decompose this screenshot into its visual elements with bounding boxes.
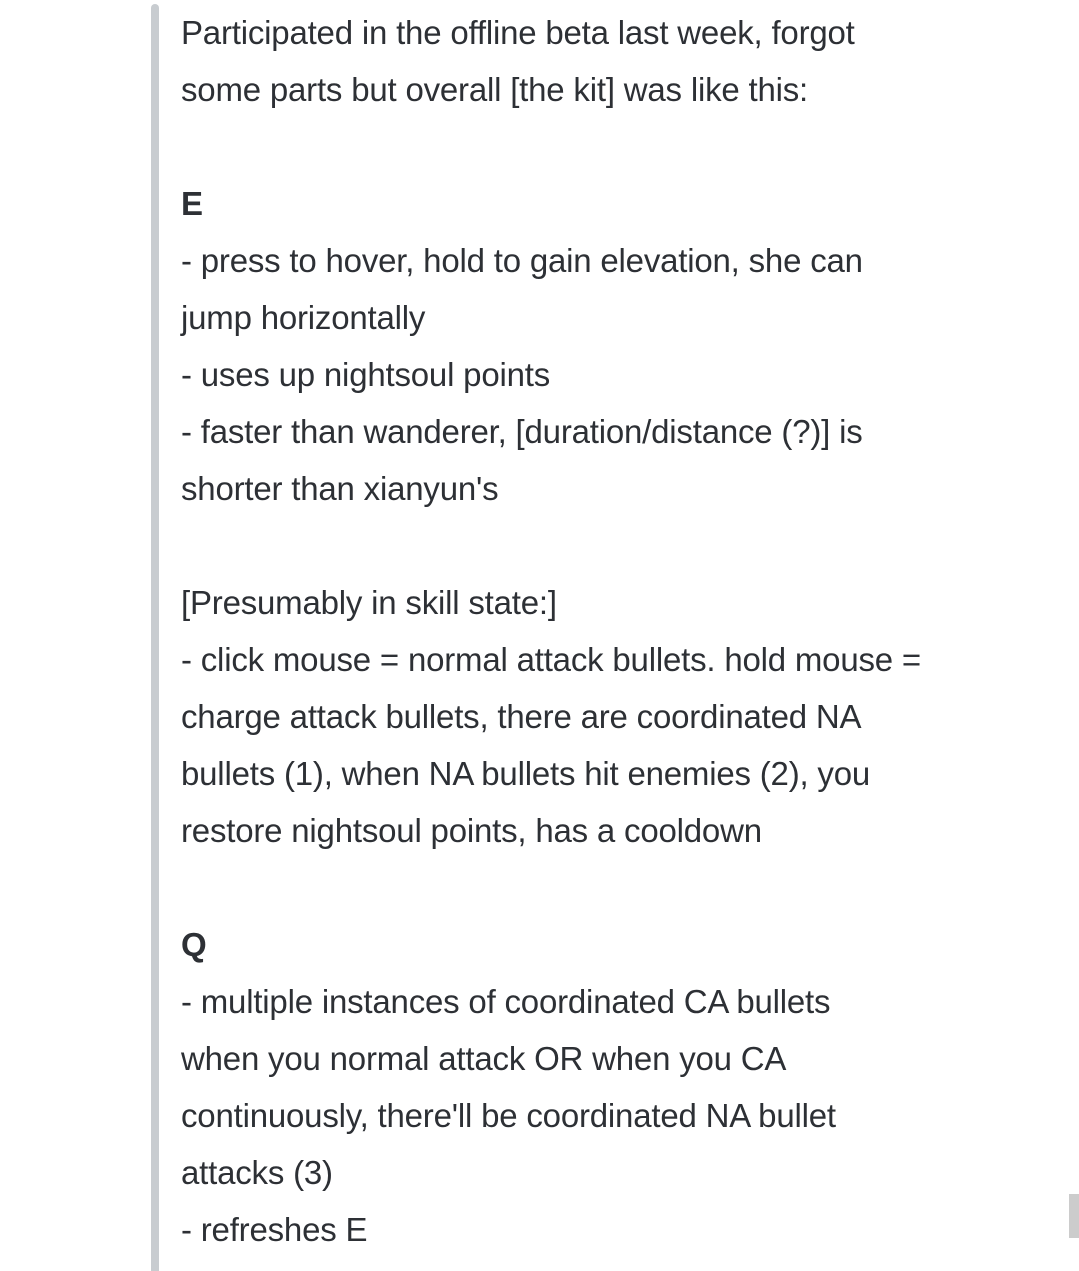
post-content: [181, 4, 1061, 1258]
list-line: shorter than xianyun's: [181, 470, 499, 507]
list-line: bullets (1), when NA bullets hit enemies (2), you: [181, 755, 871, 792]
list-line: jump horizontally: [181, 299, 426, 336]
list-line: - press to hover, hold to gain elevation, she can: [181, 242, 863, 279]
list-line: attacks (3): [181, 1154, 333, 1191]
blockquote-bar: [151, 4, 159, 1271]
list-line: - refreshes E: [181, 1211, 368, 1248]
intro-line: some parts but overall [the kit] was like this:: [181, 71, 809, 108]
list-line: - uses up nightsoul points: [181, 356, 551, 393]
list-line: - faster than wanderer, [duration/distance (?)] is: [181, 413, 863, 450]
skill-state-line: [Presumably in skill state:]: [181, 584, 557, 621]
scrollbar-thumb[interactable]: [1069, 1194, 1079, 1238]
section-heading-e: E: [181, 185, 203, 222]
list-line: charge attack bullets, there are coordinated NA: [181, 698, 862, 735]
section-heading-q: Q: [181, 926, 207, 963]
list-line: - click mouse = normal attack bullets. hold mouse =: [181, 641, 921, 678]
list-line: - multiple instances of coordinated CA bullets: [181, 983, 831, 1020]
list-line: when you normal attack OR when you CA: [181, 1040, 787, 1077]
list-line: continuously, there'll be coordinated NA bullet: [181, 1097, 836, 1134]
list-line: restore nightsoul points, has a cooldown: [181, 812, 762, 849]
intro-line: Participated in the offline beta last week, forgot: [181, 14, 855, 51]
